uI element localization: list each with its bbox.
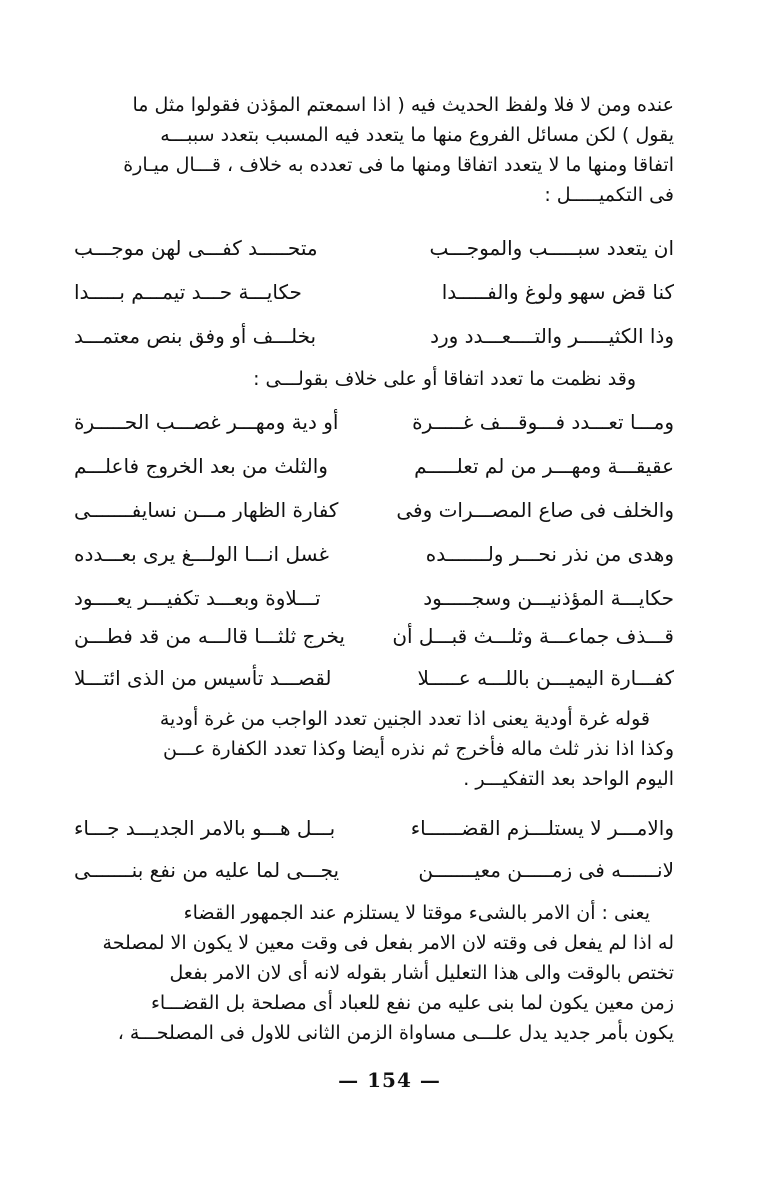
commentary-1-line-2: وكذا اذا نذر ثلث ماله فأخرج ثم نذره أيضا وكذا تعدد الكفارة عـــن: [162, 738, 674, 760]
verse-10: [74, 658, 674, 698]
verse-7: [74, 534, 674, 574]
page-number: — 154 —: [338, 1068, 441, 1092]
verse-5: [74, 446, 674, 486]
verse-6: [74, 490, 674, 530]
verse-9: [74, 616, 674, 656]
verse-8-second-hemistich: تـــلاوة وبعـــد تكفيـــر يعــــود: [74, 586, 321, 610]
verse-4: [74, 402, 674, 442]
verse-8-first-hemistich: حكايـــة المؤذنيـــن وسجـــــود: [423, 586, 674, 610]
verse-1-first-hemistich: ان يتعدد سبـــــب والموجـــب: [429, 236, 674, 260]
verse-2: [74, 272, 674, 312]
verse-7-second-hemistich: غسل انـــا الولـــغ يرى بعـــدده: [74, 542, 329, 566]
verse-10-second-hemistich: لقصـــد تأسيس من الذى ائتـــلا: [74, 666, 332, 690]
intro-paragraph: [78, 90, 674, 210]
verse-8: [74, 578, 674, 618]
verse-4-first-hemistich: ومـــا تعـــدد فـــوقـــف غـــــرة: [412, 410, 674, 434]
commentary-2-line-2: له اذا لم يفعل فى وقته لان الامر بفعل فى وقت معين لا يكون الا لمصلحة: [102, 932, 674, 954]
verse-10-first-hemistich: كفـــارة اليميـــن باللـــه عـــــلا: [417, 666, 674, 690]
verse-12-second-hemistich: يجـــى لما عليه من نفع بنـــــــى: [74, 858, 340, 882]
verse-6-second-hemistich: كفارة الظهار مـــن نسايفـــــــى: [74, 498, 339, 522]
intro-line-1: عنده ومن لا فلا ولفظ الحديث فيه ( اذا اسمعتم المؤذن فقولوا مثل ما: [132, 94, 674, 116]
verse-11-second-hemistich: بـــل هـــو بالامر الجديـــد جـــاء: [74, 816, 336, 840]
verse-5-first-hemistich: عقيقـــة ومهـــر من لم تعلـــــم: [414, 454, 674, 478]
verse-12-first-hemistich: لانــــــه فى زمـــــن معيـــــــن: [418, 858, 674, 882]
commentary-1-line-3: اليوم الواحد بعد التفكيـــر .: [463, 768, 674, 790]
intro-line-2: يقول ) لكن مسائل الفروع منها ما يتعدد فيه المسبب بتعدد سببـــه: [160, 124, 674, 146]
verse-9-second-hemistich: يخرج ثلثـــا قالـــه من قد فطـــن: [74, 624, 345, 648]
verse-3-second-hemistich: بخلـــف أو وفق بنص معتمـــد: [74, 324, 317, 348]
verse-3-first-hemistich: وذا الكثيـــــر والتــــعـــدد ورد: [430, 324, 674, 348]
verse-4-second-hemistich: أو دية ومهـــر غصـــب الحـــــرة: [74, 410, 339, 434]
verse-1: [74, 228, 674, 268]
intro-line-4: فى التكميـــــل :: [544, 184, 674, 206]
verse-7-first-hemistich: وهدى من نذر نحـــر ولـــــــده: [425, 542, 674, 566]
verse-3: [74, 316, 674, 356]
verse-11-first-hemistich: والامـــر لا يستلـــزم القضــــــاء: [410, 816, 674, 840]
intro2-line: وقد نظمت ما تعدد اتفاقا أو على خلاف بقولـــى :: [253, 368, 636, 390]
commentary-1-line-1: قوله غرة أودية يعنى اذا تعدد الجنين تعدد الواجب من غرة أودية: [159, 708, 650, 730]
verse-5-second-hemistich: والثلث من بعد الخروج فاعلـــم: [74, 454, 328, 478]
commentary-2-paragraph: [78, 898, 674, 1048]
verse-1-second-hemistich: متحـــــد كفـــى لهن موجـــب: [74, 236, 318, 260]
commentary-2-line-3: تختص بالوقت والى هذا التعليل أشار بقوله لانه أى لان الامر بفعل: [169, 962, 674, 984]
verse-12: [74, 850, 674, 890]
commentary-2-line-5: يكون بأمر جديد يدل علـــى مساواة الزمن الثانى للاول فى المصلحـــة ،: [117, 1022, 674, 1044]
commentary-1-paragraph: [78, 704, 674, 794]
verse-9-first-hemistich: قـــذف جماعـــة وثلـــث قبـــل أن: [392, 624, 674, 648]
verse-11: [74, 808, 674, 848]
verse-6-first-hemistich: والخلف فى صاع المصـــرات وفى: [396, 498, 674, 522]
intro2-paragraph: [78, 364, 674, 394]
intro-line-3: اتفاقا ومنها ما لا يتعدد اتفاقا ومنها ما فى تعدده به خلاف ، قـــال ميـارة: [123, 154, 674, 176]
verse-2-first-hemistich: كنا قض سهو ولوغ والفـــــدا: [441, 280, 674, 304]
commentary-2-line-4: زمن معين يكون لما بنى عليه من نفع للعباد أى مصلحة بل القضـــاء: [150, 992, 674, 1014]
verse-2-second-hemistich: حكايـــة حـــد تيمـــم بـــــدا: [74, 280, 302, 304]
commentary-2-line-1: يعنى : أن الامر بالشىء موقتا لا يستلزم عند الجمهور القضاء: [183, 902, 650, 924]
